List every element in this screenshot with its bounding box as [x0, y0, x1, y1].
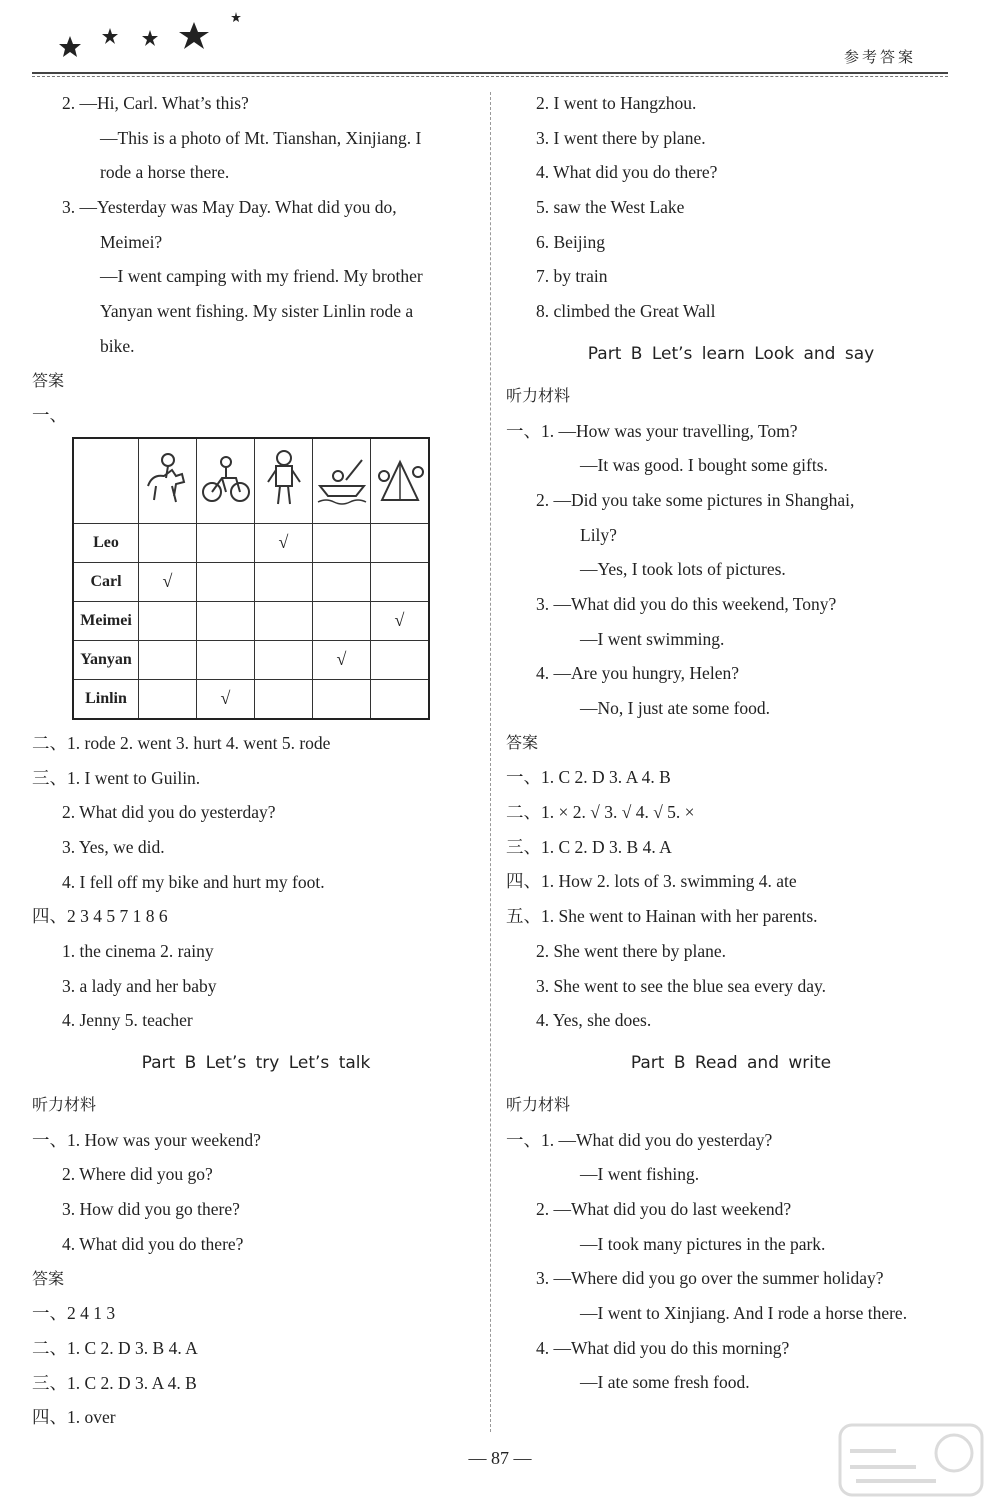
answer-item: 三、1. C 2. D 3. B 4. A	[506, 836, 672, 857]
answer-item: 3. She went to see the blue sea every day.	[536, 975, 826, 996]
table-mark-cell	[313, 562, 371, 601]
section-4-item: 3. a lady and her baby	[62, 975, 217, 996]
listening-item: 4. —Are you hungry, Helen?	[536, 663, 739, 684]
answer-item: 二、1. C 2. D 3. B 4. A	[32, 1337, 198, 1358]
listening-item: —I went to Xinjiang. And I rode a horse there.	[580, 1303, 908, 1323]
listening-item: 2. —Did you take some pictures in Shanghai,	[536, 489, 855, 510]
horse-riding-picture-icon	[139, 438, 197, 524]
table-mark-cell	[255, 562, 313, 601]
section-heading: Part B Let’s learn Look and say	[587, 343, 875, 364]
listening-item: —Yes, I took lots of pictures.	[580, 559, 786, 580]
answer-item: 三、1. C 2. D 3. A 4. B	[32, 1372, 197, 1393]
header-title: 参考答案	[843, 48, 916, 66]
table-mark-cell	[371, 640, 430, 679]
listening-item: —I took many pictures in the park.	[580, 1233, 826, 1254]
listening-item: 4. —What did you do this morning?	[536, 1337, 790, 1358]
answer-item: 2. I went to Hangzhou.	[536, 93, 697, 113]
section-3-item: 3. Yes, we did.	[62, 836, 165, 857]
table-row	[73, 523, 429, 562]
answer-item: 二、1. × 2. √ 3. √ 4. √ 5. ×	[506, 802, 695, 823]
listening-label: 听力材料	[506, 1094, 571, 1114]
section-heading: Part B Let’s try Let’s talk	[141, 1053, 371, 1074]
dialogue-line: Yanyan went fishing. My sister Linlin rode a	[100, 301, 414, 322]
answer-item: 7. by train	[536, 266, 608, 287]
listening-item: —I went swimming.	[580, 628, 725, 649]
table-mark-cell	[139, 640, 197, 679]
answer-label: 答案	[32, 370, 65, 390]
table-mark-cell	[371, 562, 430, 601]
listening-item: 3. —What did you do this weekend, Tony?	[536, 593, 837, 614]
boat-fishing-picture-icon	[313, 438, 371, 524]
listening-item: Lily?	[580, 524, 617, 545]
table-header-row	[73, 438, 429, 524]
listening-label: 听力材料	[506, 385, 571, 405]
answer-item: 8. climbed the Great Wall	[536, 301, 716, 322]
table-mark-cell	[255, 679, 313, 719]
answer-item: 五、1. She went to Hainan with her parents.	[506, 906, 818, 927]
table-mark-cell: √	[197, 679, 255, 719]
listening-item: —It was good. I bought some gifts.	[580, 455, 828, 476]
section-label: 一、	[32, 405, 67, 426]
table-mark-cell: √	[255, 523, 313, 562]
section-2-answers: 二、1. rode 2. went 3. hurt 4. went 5. rode	[32, 732, 331, 753]
header-rule	[32, 72, 948, 74]
column-divider	[490, 92, 491, 1432]
listening-item: 2. —What did you do last weekend?	[536, 1198, 792, 1219]
answer-item: 6. Beijing	[536, 231, 606, 252]
listening-label: 听力材料	[32, 1095, 97, 1115]
table-name-cell: Leo	[73, 523, 139, 562]
table-name-cell: Yanyan	[73, 640, 139, 679]
table-mark-cell	[255, 601, 313, 640]
listening-item: —No, I just ate some food.	[580, 698, 771, 718]
bike-riding-picture-icon	[197, 438, 255, 524]
section-heading: Part B Read and write	[630, 1052, 832, 1073]
table-mark-cell	[139, 601, 197, 640]
answer-item: 四、1. over	[32, 1407, 116, 1428]
table-row	[73, 679, 429, 719]
table-mark-cell: √	[313, 640, 371, 679]
listening-item: —I ate some fresh food.	[580, 1372, 750, 1393]
table-mark-cell	[197, 523, 255, 562]
answer-item: 4. What did you do there?	[536, 162, 718, 183]
listening-item: 一、1. How was your weekend?	[32, 1129, 261, 1150]
camping-tent-picture-icon	[371, 438, 430, 524]
answer-item: 3. I went there by plane.	[536, 127, 706, 148]
section-4-item: 4. Jenny 5. teacher	[62, 1010, 193, 1031]
watermark-logo-icon	[836, 1421, 986, 1499]
table-mark-cell	[313, 601, 371, 640]
answer-item: 4. Yes, she does.	[536, 1010, 652, 1031]
listening-item: 4. What did you do there?	[62, 1233, 244, 1254]
table-mark-cell	[313, 679, 371, 719]
answer-item: 5. saw the West Lake	[536, 197, 685, 218]
page-number: — 87 —	[468, 1448, 532, 1468]
table-mark-cell: √	[371, 601, 430, 640]
listening-item: —I went fishing.	[580, 1164, 700, 1185]
table-mark-cell	[255, 640, 313, 679]
table-mark-cell	[139, 679, 197, 719]
listening-item: 3. —Where did you go over the summer holiday?	[536, 1268, 884, 1289]
table-mark-cell	[197, 601, 255, 640]
table-mark-cell	[371, 523, 430, 562]
dialogue-line: 3. —Yesterday was May Day. What did you do,	[62, 197, 397, 218]
dialogue-line: —This is a photo of Mt. Tianshan, Xinjiang. I	[100, 127, 422, 148]
table-mark-cell	[313, 523, 371, 562]
section-4-item: 四、2 3 4 5 7 1 8 6	[32, 906, 168, 927]
section-3-item: 4. I fell off my bike and hurt my foot.	[62, 871, 325, 892]
answer-item: 四、1. How 2. lots of 3. swimming 4. ate	[506, 871, 797, 892]
table-name-cell: Carl	[73, 562, 139, 601]
table-name-cell: Meimei	[73, 601, 139, 640]
table-mark-cell	[139, 523, 197, 562]
table-mark-cell	[197, 562, 255, 601]
table-row	[73, 640, 429, 679]
right-column	[506, 86, 956, 1400]
listening-item: 3. How did you go there?	[62, 1199, 240, 1220]
table-mark-cell	[197, 640, 255, 679]
section-4-item: 1. the cinema 2. rainy	[62, 941, 214, 961]
header-rule-dashed	[32, 76, 948, 77]
listening-item: 一、1. —What did you do yesterday?	[506, 1129, 773, 1150]
answer-item: 一、2 4 1 3	[32, 1303, 116, 1324]
table-name-cell: Linlin	[73, 679, 139, 719]
answer-label: 答案	[506, 732, 539, 752]
dialogue-line: bike.	[100, 335, 135, 356]
dialogue-line: Meimei?	[100, 231, 163, 252]
left-column	[32, 86, 480, 1435]
table-corner-cell	[73, 438, 139, 524]
section-3-item: 三、1. I went to Guilin.	[32, 767, 201, 788]
stars-decoration-icon	[58, 8, 258, 64]
dialogue-line: —I went camping with my friend. My brother	[100, 266, 423, 287]
dialogue-line: 2. —Hi, Carl. What’s this?	[62, 93, 249, 113]
listening-item: 2. Where did you go?	[62, 1164, 213, 1185]
listening-item: 一、1. —How was your travelling, Tom?	[506, 420, 798, 441]
page-header	[0, 0, 1000, 80]
table-mark-cell	[371, 679, 430, 719]
answer-table	[72, 437, 430, 720]
table-row	[73, 601, 429, 640]
answer-item: 一、1. C 2. D 3. A 4. B	[506, 767, 671, 788]
table-row	[73, 562, 429, 601]
answer-item: 2. She went there by plane.	[536, 940, 727, 961]
hurt-boy-picture-icon	[255, 438, 313, 524]
dialogue-line: rode a horse there.	[100, 162, 230, 183]
section-3-item: 2. What did you do yesterday?	[62, 802, 276, 823]
table-mark-cell: √	[139, 562, 197, 601]
answer-label: 答案	[32, 1268, 65, 1288]
